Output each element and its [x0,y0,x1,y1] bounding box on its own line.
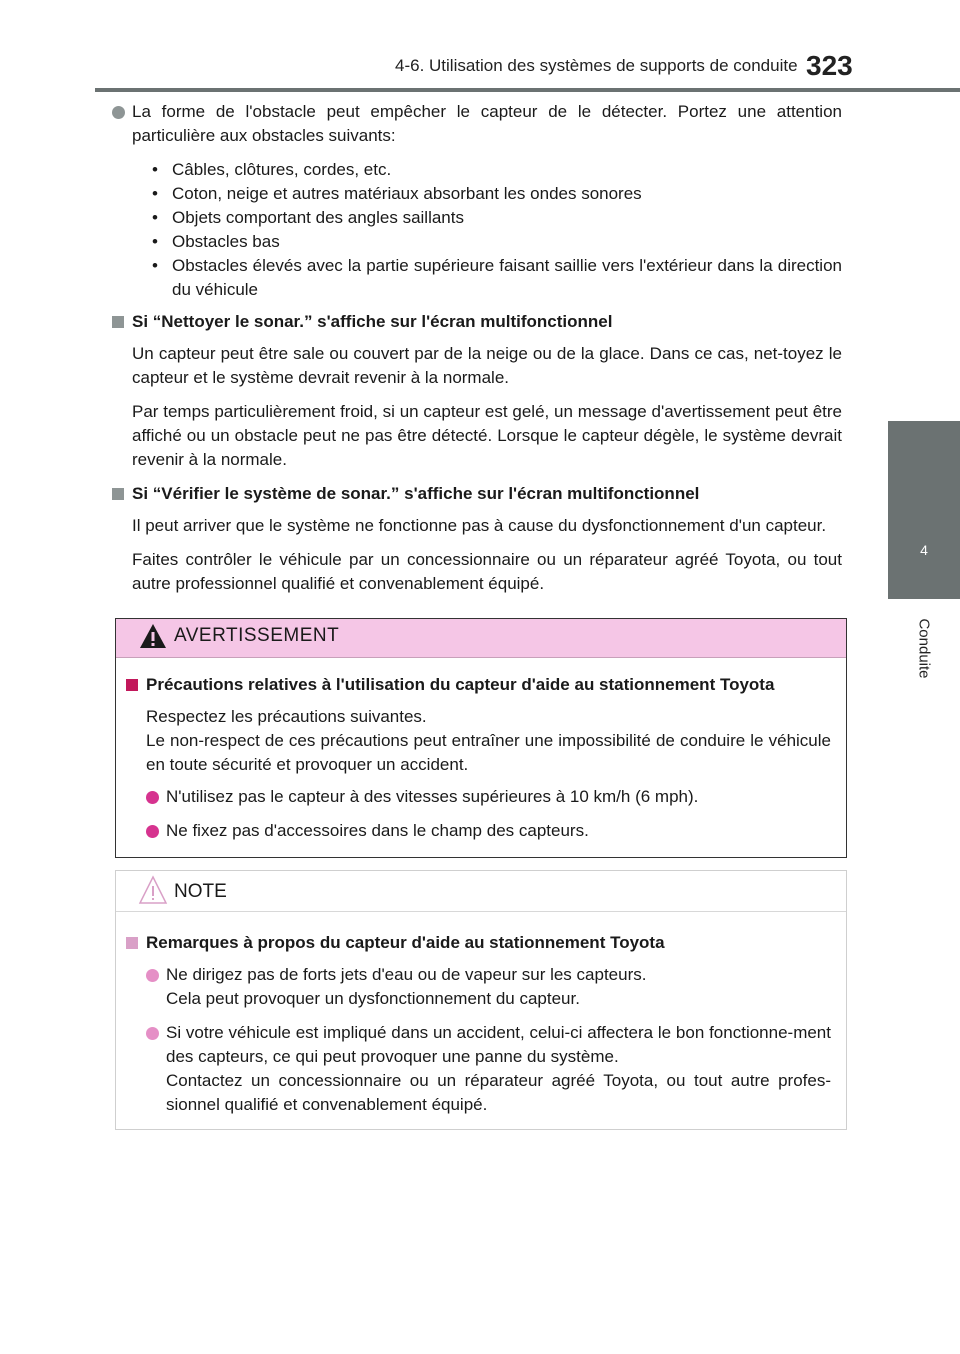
obstacle-item: • Obstacles bas [152,230,842,254]
note-bullet: Si votre véhicule est impliqué dans un accident, celui-ci affectera le bon fonctionne-ment des capteurs, ce qui peut provoquer une panne du système. Contactez un concessionnaire ou un réparateur agréé Toyota, ou tout autre profes-sionnel qualifié et convenablement équipé. [146,1021,831,1117]
note-bullet: Ne dirigez pas de forts jets d'eau ou de vapeur sur les capteurs. Cela peut provoquer un dysfonctionnement du capteur. [146,963,831,1011]
header-rule [95,88,960,92]
warning-intro [126,705,831,777]
section-title: 4-6. Utilisation des systèmes de supports de conduite [395,56,798,75]
obstacle-item: • Objets comportant des angles saillants [152,206,842,230]
square-bullet-icon [126,937,138,949]
section1-para2-block [112,400,842,472]
bullet-dot-icon [146,825,159,838]
chapter-tab [888,421,960,599]
obstacle-item: • Câbles, clôtures, cordes, etc. [152,158,842,182]
chapter-label: Conduite [915,618,933,679]
obstacle-item: • Coton, neige et autres matériaux absorbant les ondes sonores [152,182,842,206]
note-body [126,931,831,1127]
warning-box [115,618,847,858]
obstacle-item: • Obstacles élevés avec la partie supérieure faisant saillie vers l'extérieur dans la direction du véhicule [152,254,842,302]
section2-para2-block [112,548,842,596]
intro-bullet [112,100,842,302]
bullet-dot-icon [146,1027,159,1040]
intro-text: La forme de l'obstacle peut empêcher le capteur de le détecter. Portez une attention particulière aux obstacles suivants: [132,102,842,145]
warning-body [126,673,831,853]
main-content [112,100,842,606]
warning-bullet: N'utilisez pas le capteur à des vitesses supérieures à 10 km/h (6 mph). [146,785,831,809]
section1-para1-block [112,342,842,390]
section2-para2: Faites contrôler le véhicule par un concessionnaire ou un réparateur agréé Toyota, ou tout autre professionnel qualifié et convenablement équipé. [132,550,842,593]
chapter-number: 4 [920,542,928,558]
note-box [115,870,847,1130]
section2-para1-block [112,514,842,538]
bullet-dot-icon [112,106,125,119]
note-heading: Remarques à propos du capteur d'aide au stationnement Toyota [126,931,831,955]
warning-line1: Respectez les précautions suivantes. [146,707,427,726]
section2-para1: Il peut arriver que le système ne fonctionne pas à cause du dysfonctionnement d'un capteur. [132,516,827,535]
bullet-dot-icon [146,969,159,982]
page-header [0,0,960,90]
warning-title: AVERTISSEMENT [174,625,340,646]
bullet-dot-icon [146,791,159,804]
page-number: 323 [806,50,853,81]
warning-line2: Le non-respect de ces précautions peut entraîner une impossibilité de conduire le véhicule en toute sécurité et provoquer un accident. [146,731,831,774]
warning-header [116,619,846,658]
square-bullet-icon [112,488,124,500]
section1-para2: Par temps particulièrement froid, si un capteur est gelé, un message d'avertissement peut être affiché ou un obstacle peut ne pas être détecté. Lorsque le capteur dégèle, le système devrait revenir à la normale. [132,402,842,469]
note-title: NOTE [174,881,227,902]
note-header [116,871,846,912]
obstacle-list [152,158,842,302]
warning-bullet: Ne fixez pas d'accessoires dans le champ des capteurs. [146,819,831,843]
caution-triangle-icon [138,875,168,905]
square-bullet-icon [112,316,124,328]
square-bullet-icon [126,679,138,691]
warning-triangle-icon [139,622,167,650]
warning-heading: Précautions relatives à l'utilisation du capteur d'aide au stationnement Toyota [126,673,831,697]
section1-heading: Si “Nettoyer le sonar.” s'affiche sur l'écran multifonctionnel [112,310,842,334]
section2-heading: Si “Vérifier le système de sonar.” s'affiche sur l'écran multifonctionnel [112,482,842,506]
section1-para1: Un capteur peut être sale ou couvert par de la neige ou de la glace. Dans ce cas, net-toyez le capteur et le système devrait revenir à la normale. [132,344,842,387]
